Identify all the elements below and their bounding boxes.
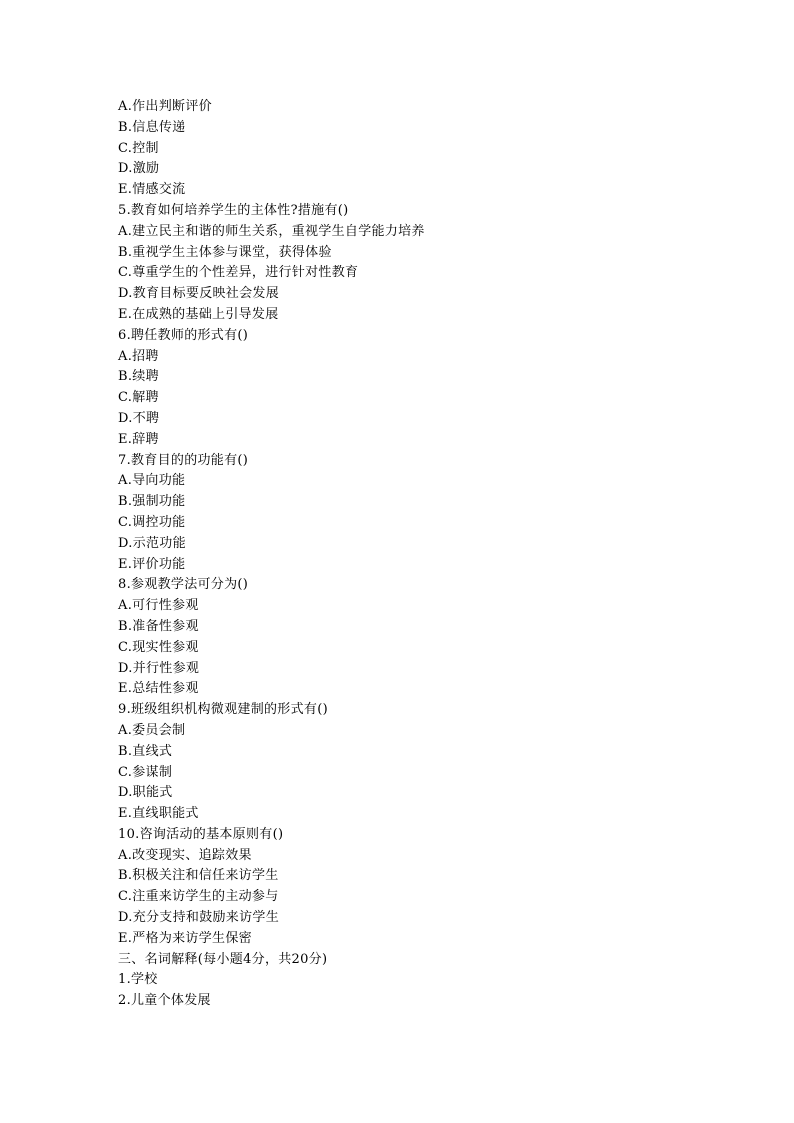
option-d-q8: D.并行性参观 (118, 660, 200, 676)
question-5: 5.教育如何培养学生的主体性?措施有() (118, 202, 349, 218)
option-d-q6: D.不聘 (118, 410, 160, 426)
option-e-q4: E.情感交流 (118, 182, 186, 198)
term-question-2: 2.儿童个体发展 (118, 993, 211, 1009)
option-e-q6: E.辞聘 (118, 431, 159, 447)
option-b-q8: B.准备性参观 (118, 618, 199, 634)
option-d-q9: D.职能式 (118, 785, 173, 801)
option-e-q9: E.直线职能式 (118, 806, 199, 822)
option-b-q4: B.信息传递 (118, 119, 186, 135)
option-e-q10: E.严格为来访学生保密 (118, 930, 252, 946)
option-a-q4: A.作出判断评价 (118, 99, 212, 114)
term-question-1: 1.学校 (118, 972, 158, 988)
option-a-q8: A.可行性参观 (118, 598, 199, 614)
question-8: 8.参观教学法可分为() (118, 577, 249, 593)
option-c-q5: C.尊重学生的个性差异，进行针对性教育 (118, 265, 359, 281)
section-heading-term-explanation: 三、名词解释(每小题4分，共20分) (118, 951, 328, 967)
option-a-q10: A.改变现实、追踪效果 (118, 847, 252, 863)
option-d-q5: D.教育目标要反映社会发展 (118, 286, 279, 302)
option-a-q7: A.导向功能 (118, 473, 186, 489)
option-d-q7: D.示范功能 (118, 535, 186, 551)
question-6: 6.聘任教师的形式有() (118, 327, 249, 343)
option-b-q6: B.续聘 (118, 369, 159, 385)
option-d-q10: D.充分支持和鼓励来访学生 (118, 910, 279, 926)
document-body (118, 97, 678, 1012)
question-7: 7.教育目的的功能有() (118, 452, 249, 468)
option-c-q4: C.控制 (118, 140, 159, 156)
option-b-q10: B.积极关注和信任来访学生 (118, 868, 279, 884)
option-b-q7: B.强制功能 (118, 494, 186, 510)
option-d-q4: D.激励 (118, 161, 160, 177)
option-c-q9: C.参谋制 (118, 764, 173, 780)
option-b-q5: B.重视学生主体参与课堂，获得体验 (118, 244, 332, 260)
option-c-q6: C.解聘 (118, 390, 159, 406)
option-e-q5: E.在成熟的基础上引导发展 (118, 306, 279, 322)
option-c-q7: C.调控功能 (118, 514, 186, 530)
question-9: 9.班级组织机构微观建制的形式有() (118, 702, 328, 718)
option-e-q8: E.总结性参观 (118, 681, 199, 697)
option-b-q9: B.直线式 (118, 743, 173, 759)
option-a-q9: A.委员会制 (118, 722, 186, 738)
question-10: 10.咨询活动的基本原则有() (118, 826, 284, 842)
option-e-q7: E.评价功能 (118, 556, 186, 572)
option-c-q10: C.注重来访学生的主动参与 (118, 889, 279, 905)
option-a-q5: A.建立民主和谐的师生关系，重视学生自学能力培养 (118, 223, 425, 239)
option-c-q8: C.现实性参观 (118, 639, 199, 655)
option-a-q6: A.招聘 (118, 348, 159, 364)
